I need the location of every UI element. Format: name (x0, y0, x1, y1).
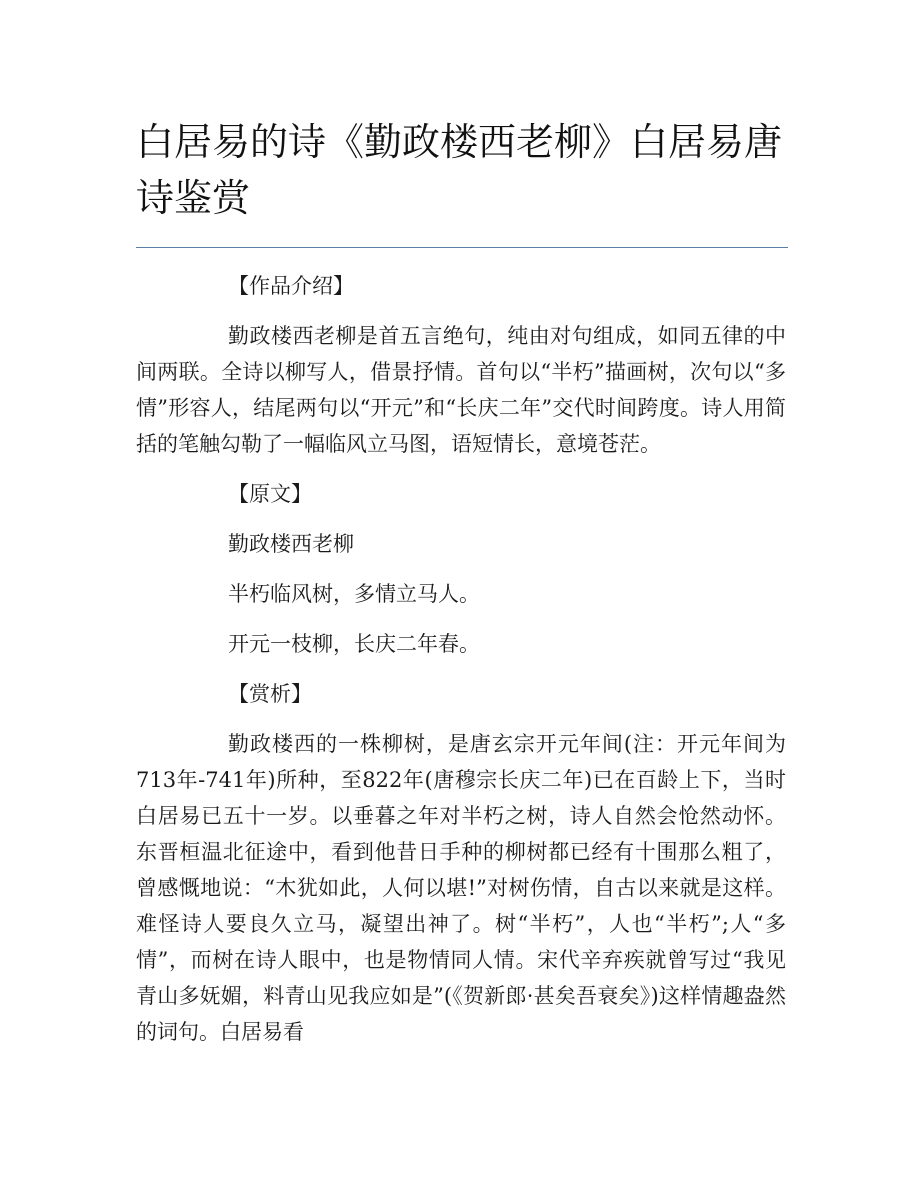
appreciation-paragraph: 勤政楼西的一株柳树，是唐玄宗开元年间(注：开元年间为713年-741年)所种，至822年(唐穆宗长庆二年)已在百龄上下，当时白居易已五十一岁。以垂暮之年对半朽之树，诗人自然会怆然动怀。东晋桓温北征途中，看到他昔日手种的柳树都已经有十围那么粗了，曾感慨地说：“木犹如此，人何以堪!”对树伤情，自古以来就是这样。难怪诗人要良久立马，凝望出神了。树“半朽”，人也“半朽”;人“多情”，而树在诗人眼中，也是物情同人情。宋代辛弃疾就曾写过“我见青山多妩媚，料青山见我应如是”(《贺新郎·甚矣吾衰矣》)这样情趣盎然的词句。白居易看 (136, 732, 786, 1044)
poem-title: 勤政楼西老柳 (228, 532, 354, 556)
original-heading: 【原文】 (228, 482, 312, 506)
document-body (136, 268, 786, 1050)
document-title: 白居易的诗《勤政楼西老柳》白居易唐诗鉴赏 (136, 120, 783, 220)
title-divider (136, 247, 788, 248)
poem-line-1: 半朽临风树，多情立马人。 (228, 582, 480, 606)
intro-heading: 【作品介绍】 (228, 274, 354, 298)
appreciation-heading: 【赏析】 (228, 682, 312, 706)
poem-line-2: 开元一枝柳，长庆二年春。 (228, 632, 480, 656)
intro-paragraph: 勤政楼西老柳是首五言绝句，纯由对句组成，如同五律的中间两联。全诗以柳写人，借景抒情。首句以“半朽”描画树，次句以“多情”形容人，结尾两句以“开元”和“长庆二年”交代时间跨度。诗人用简括的笔触勾勒了一幅临风立马图，语短情长，意境苍茫。 (136, 324, 786, 456)
